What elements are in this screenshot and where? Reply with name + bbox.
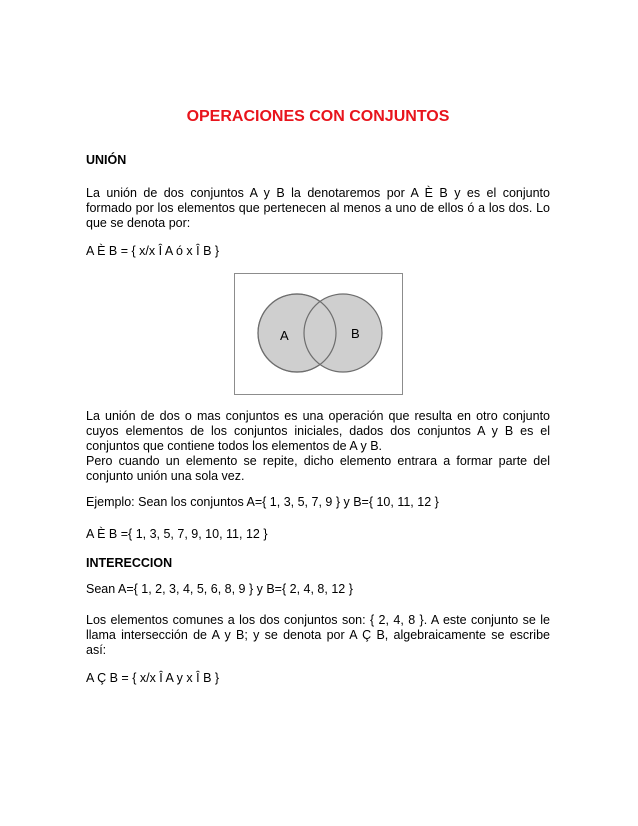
intersection-explanation-paragraph xyxy=(86,613,550,658)
intersection-heading: INTERECCION xyxy=(86,556,173,570)
union-explanation-line: cuyos elementos de los conjuntos iniciales, dados dos conjuntos A y B es el xyxy=(86,424,550,438)
intersection-sets: Sean A={ 1, 2, 3, 4, 5, 6, 8, 9 } y B={ 2, 4, 8, 12 } xyxy=(86,582,353,596)
venn-diagram-frame xyxy=(234,273,403,395)
page-title: OPERACIONES CON CONJUNTOS xyxy=(186,108,450,125)
union-explanation-line: conjunto unión una sola vez. xyxy=(86,469,245,483)
union-intro-line: La unión de dos conjuntos A y B la denotaremos por A È B y es el conjunto xyxy=(86,186,550,200)
union-intro-line: formado por los elementos que pertenecen al menos a uno de ellos ó a los dos. Lo xyxy=(86,201,550,215)
intersection-explanation-line: llama intersección de A y B; y se denota por A Ç B, algebraicamente se escribe xyxy=(86,628,550,642)
union-explanation-line: Pero cuando un elemento se repite, dicho elemento entrara a formar parte del xyxy=(86,454,550,468)
union-explanation-line: conjuntos que contiene todos los elementos de A y B. xyxy=(86,439,383,453)
union-intro-line: que se denota por: xyxy=(86,216,191,230)
venn-label-b: B xyxy=(351,326,360,341)
union-formula: A È B = { x/x Î A ó x Î B } xyxy=(86,244,220,258)
intersection-explanation-line: Los elementos comunes a los dos conjuntos son: { 2, 4, 8 }. A este conjunto se le xyxy=(86,613,550,627)
union-example: Ejemplo: Sean los conjuntos A={ 1, 3, 5, 7, 9 } y B={ 10, 11, 12 } xyxy=(86,495,439,509)
intersection-explanation-line: así: xyxy=(86,643,107,657)
venn-circle-b xyxy=(304,294,382,372)
venn-label-a: A xyxy=(280,328,289,343)
venn-diagram xyxy=(235,274,402,394)
intersection-formula: A Ç B = { x/x Î A y x Î B } xyxy=(86,671,220,685)
union-explanation-line: La unión de dos o mas conjuntos es una operación que resulta en otro conjunto xyxy=(86,409,550,423)
union-intro-paragraph xyxy=(86,186,550,231)
union-result: A È B ={ 1, 3, 5, 7, 9, 10, 11, 12 } xyxy=(86,527,268,541)
union-explanation-paragraph xyxy=(86,409,550,484)
union-heading: UNIÓN xyxy=(86,153,127,167)
